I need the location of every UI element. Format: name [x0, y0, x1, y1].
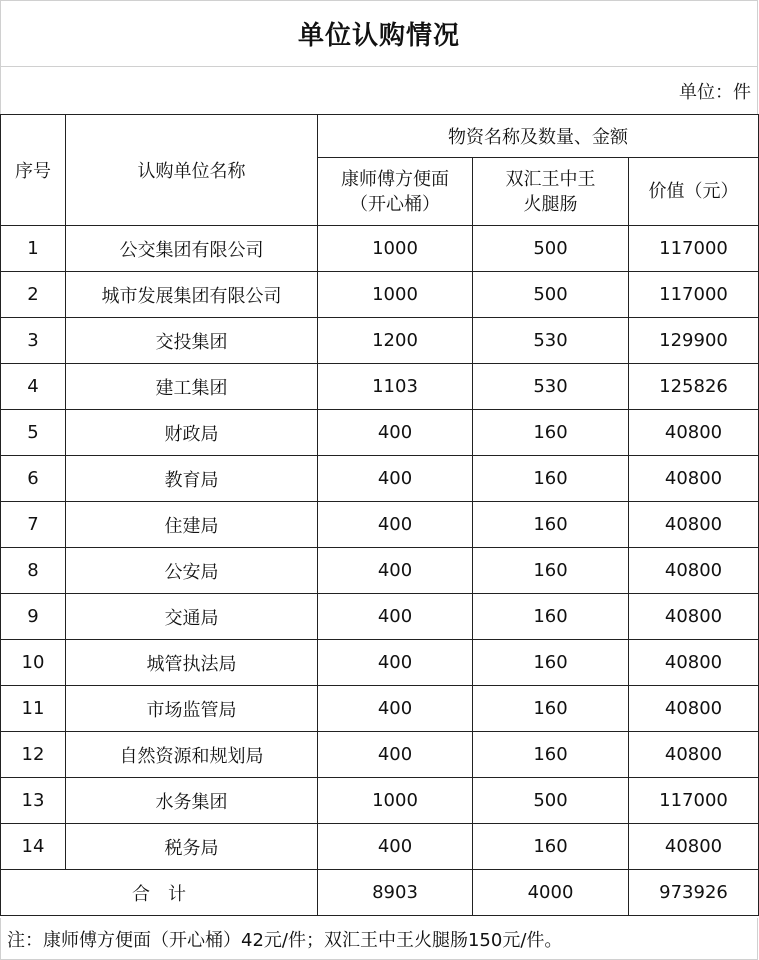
total-value: 973926: [629, 870, 759, 916]
cell-sausage: 160: [473, 502, 629, 548]
cell-value: 40800: [629, 594, 759, 640]
cell-seq: 1: [1, 226, 66, 272]
cell-value: 40800: [629, 686, 759, 732]
cell-noodle: 400: [318, 732, 473, 778]
table-row: [1, 548, 759, 594]
cell-seq: 13: [1, 778, 66, 824]
table-row: [1, 226, 759, 272]
table-row: [1, 318, 759, 364]
cell-value: 117000: [629, 272, 759, 318]
table-row: [1, 732, 759, 778]
cell-seq: 12: [1, 732, 66, 778]
cell-value: 129900: [629, 318, 759, 364]
cell-sausage: 500: [473, 272, 629, 318]
cell-seq: 5: [1, 410, 66, 456]
total-noodle: 8903: [318, 870, 473, 916]
cell-value: 40800: [629, 502, 759, 548]
cell-sausage: 500: [473, 226, 629, 272]
cell-noodle: 400: [318, 410, 473, 456]
cell-sausage: 530: [473, 318, 629, 364]
cell-seq: 14: [1, 824, 66, 870]
page-title: 单位认购情况: [0, 0, 758, 67]
cell-noodle: 400: [318, 456, 473, 502]
table-row: [1, 456, 759, 502]
table-row: [1, 594, 759, 640]
cell-noodle: 1000: [318, 272, 473, 318]
cell-noodle: 400: [318, 594, 473, 640]
cell-sausage: 160: [473, 686, 629, 732]
header-noodle: 康师傅方便面 （开心桶）: [318, 158, 473, 226]
cell-sausage: 160: [473, 732, 629, 778]
cell-value: 40800: [629, 824, 759, 870]
cell-seq: 4: [1, 364, 66, 410]
cell-unit-name: 财政局: [66, 410, 318, 456]
cell-value: 117000: [629, 226, 759, 272]
table-row: [1, 410, 759, 456]
cell-noodle: 400: [318, 686, 473, 732]
cell-sausage: 500: [473, 778, 629, 824]
total-label: 合 计: [1, 870, 318, 916]
table-row: [1, 502, 759, 548]
header-seq: 序号: [1, 115, 66, 226]
cell-noodle: 400: [318, 548, 473, 594]
cell-unit-name: 公安局: [66, 548, 318, 594]
cell-sausage: 160: [473, 410, 629, 456]
cell-unit-name: 城管执法局: [66, 640, 318, 686]
cell-noodle: 1200: [318, 318, 473, 364]
cell-sausage: 160: [473, 548, 629, 594]
footnote-text: 注：康师傅方便面（开心桶）42元/件；双汇王中王火腿肠150元/件。: [7, 929, 563, 951]
cell-value: 40800: [629, 410, 759, 456]
header-value: 价值（元）: [629, 158, 759, 226]
cell-seq: 8: [1, 548, 66, 594]
cell-noodle: 1000: [318, 778, 473, 824]
cell-value: 117000: [629, 778, 759, 824]
table-row: [1, 272, 759, 318]
cell-seq: 6: [1, 456, 66, 502]
header-goods-group: 物资名称及数量、金额: [318, 115, 759, 158]
footnote: [0, 918, 758, 960]
cell-seq: 7: [1, 502, 66, 548]
cell-value: 40800: [629, 456, 759, 502]
table-row: [1, 778, 759, 824]
cell-seq: 9: [1, 594, 66, 640]
cell-value: 40800: [629, 640, 759, 686]
cell-unit-name: 城市发展集团有限公司: [66, 272, 318, 318]
cell-sausage: 160: [473, 824, 629, 870]
subscription-table: [0, 114, 759, 916]
cell-unit-name: 住建局: [66, 502, 318, 548]
cell-unit-name: 水务集团: [66, 778, 318, 824]
cell-noodle: 1000: [318, 226, 473, 272]
cell-value: 40800: [629, 548, 759, 594]
table-row: [1, 686, 759, 732]
cell-sausage: 530: [473, 364, 629, 410]
cell-unit-name: 税务局: [66, 824, 318, 870]
header-sausage: 双汇王中王 火腿肠: [473, 158, 629, 226]
cell-unit-name: 交通局: [66, 594, 318, 640]
unit-label-row: [0, 67, 758, 115]
unit-label: 单位：件: [679, 82, 751, 103]
cell-sausage: 160: [473, 594, 629, 640]
cell-noodle: 400: [318, 824, 473, 870]
table-row: [1, 824, 759, 870]
cell-unit-name: 建工集团: [66, 364, 318, 410]
cell-seq: 11: [1, 686, 66, 732]
cell-sausage: 160: [473, 640, 629, 686]
cell-value: 40800: [629, 732, 759, 778]
cell-sausage: 160: [473, 456, 629, 502]
cell-unit-name: 市场监管局: [66, 686, 318, 732]
cell-unit-name: 教育局: [66, 456, 318, 502]
total-row: [1, 870, 759, 916]
table-row: [1, 640, 759, 686]
cell-value: 125826: [629, 364, 759, 410]
cell-seq: 10: [1, 640, 66, 686]
cell-noodle: 1103: [318, 364, 473, 410]
table-row: [1, 364, 759, 410]
cell-seq: 2: [1, 272, 66, 318]
cell-unit-name: 自然资源和规划局: [66, 732, 318, 778]
total-sausage: 4000: [473, 870, 629, 916]
cell-noodle: 400: [318, 502, 473, 548]
header-unit-name: 认购单位名称: [66, 115, 318, 226]
cell-unit-name: 公交集团有限公司: [66, 226, 318, 272]
cell-seq: 3: [1, 318, 66, 364]
cell-noodle: 400: [318, 640, 473, 686]
cell-unit-name: 交投集团: [66, 318, 318, 364]
